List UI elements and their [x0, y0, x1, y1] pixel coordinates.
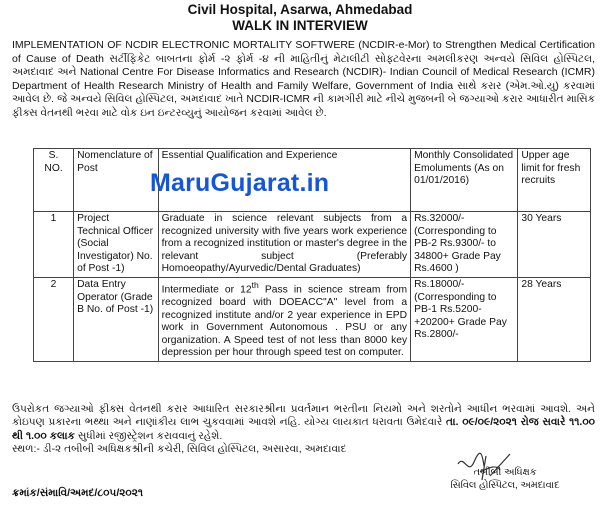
header-qualification: Essential Qualification and Experience: [158, 149, 410, 212]
signatory-block: [420, 466, 590, 492]
notice-title: WALK IN INTERVIEW: [232, 18, 368, 33]
table-row: [34, 212, 591, 278]
row-no: 2: [34, 277, 74, 361]
row-age: 30 Years: [518, 212, 591, 278]
row-age: 28 Years: [518, 277, 591, 361]
row-qualification: Graduate in science relevant subjects from a recognized university with five years work experience from a recognized institution or master's degree in the relevant subject (Preferably Homoeopathy/Ayurvedic/Dental Graduates): [158, 212, 410, 278]
signatory-title: તબીબી અધિક્ષક: [473, 467, 537, 478]
table-row: [34, 277, 591, 361]
row-post: Data Entry Operator (Grade B No. of Post -1): [74, 277, 159, 361]
row-emoluments: Rs.32000/- (Corresponding to PB-2 Rs.9300/- to 34800+ Grade Pay Rs.4600 ): [411, 212, 518, 278]
row-post: Project Technical Officer (Social Investigator) No. of Post -1): [74, 212, 159, 278]
venue: સ્થળ:- ડી-૨ તબીબી અધિક્ષકશ્રીની કચેરી, સિવિલ હોસ્પિટલ, અસારવા, અમદાવાદ: [12, 443, 347, 456]
header-sno: S. NO.: [34, 149, 74, 212]
header-emoluments: Monthly Consolidated Emoluments (As on 01/01/2016): [411, 149, 518, 212]
header-age-limit: Upper age limit for fresh recruits: [518, 149, 591, 212]
interview-date: તા. ૦૯/૦૯/૨૦૨૧ રોજ સવારે ૧૧.૦૦ થી ૧.૦૦ કલાક: [12, 416, 595, 442]
row-qualification: Intermediate or 12th Pass in science stream from recognized board with DOEACC"A" level from a recognized institute and/or 2 year experience in EPD work in Government Autonomous . PSU or any organization. A Speed test of not less than 8000 key depression per hour through speed test on computer.: [158, 277, 410, 361]
row-no: 1: [34, 212, 74, 278]
reference-number: ક્રમાંક/સંમાવિ/અમદ/૮૦૫/૨૦૨૧: [12, 487, 144, 499]
row-emoluments: Rs.18000/- (Corresponding to PB-1 Rs.5200- +20200+ Grade Pay Rs.2800/-: [411, 277, 518, 361]
intro-paragraph: IMPLEMENTATION OF NCDIR ELECTRONIC MORTALITY SOFTWERE (NCDIR-e-Mor) to Strengthen Medical Certification of Cause of Death સર્ટીફિકેટ બાબતના ફોર્મ -૨ ફોર્મ -૪ ની માહિતીનું મેટાલીટી સોફ્ટવેરના અમલીકરણ અન્વયે સિવિલ હોસ્પિટલ, અમદાવાદ અને National Centre For Disease Informatics and Research (NCDIR)- Indian Council of Medical Research (ICMR) Department of Health Research Ministry of Health and Family Welfare, Government of India સાથે કરાર (એમ.ઓ.યુ) કરવામાં આવેલ છે. જે અન્વયે સિવિલ હોસ્પિટલ, અમદાવાદ ખાતે NCDIR-ICMR ની કામગીરી માટે નીચે મુજબની બે જગ્યાઓ કરાર આધારીત માસિક ફીક્સ વેતનથી ભરવા માટે વોક ઇન ઇન્ટરવ્યુનું આયોજન કરવામાં આવેલ છે.: [12, 39, 595, 119]
hospital-name: Civil Hospital, Asarwa, Ahmedabad: [187, 2, 413, 17]
header-post: Nomenclature of Post: [74, 149, 159, 212]
signatory-office: સિવિલ હોસ્પિટલ, અમદાવાદ: [450, 480, 560, 491]
site-watermark: MaruGujarat.in: [150, 169, 330, 197]
footer-paragraph: ઉપરોકત જગ્યાઓ ફીક્સ વેતનથી કરાર આધારિત સરકારશ્રીના પ્રવર્તમાન ભરતીના નિયમો અને શરતોને આધીન ભરવામાં આવશે. અને કોઇપણ પ્રકારના ભથ્થા અને નાણાંકીય લાભ ચુકવવામાં આવશે નહિ. યોગ્ય લાયકાત ધરાવતા ઉમેદવારે તા. ૦૯/૦૯/૨૦૨૧ રોજ સવારે ૧૧.૦૦ થી ૧.૦૦ કલાક સુધીમાં રજીસ્ટ્રેશન કરાવવાનું રહેશે. સ્થળ:- ડી-૨ તબીબી અધિક્ષકશ્રીની કચેરી, સિવિલ હોસ્પિટલ, અસારવા, અમદાવાદ: [12, 403, 595, 456]
